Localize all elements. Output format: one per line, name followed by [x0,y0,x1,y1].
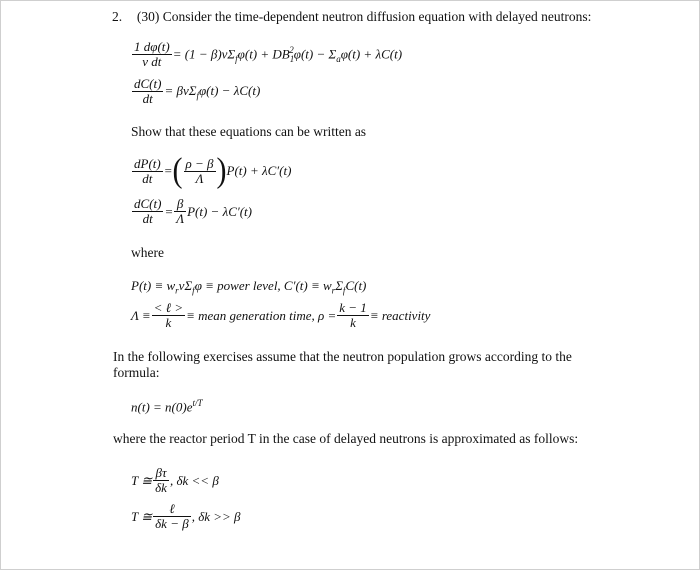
eq1-rhs-sub3: a [336,53,341,64]
eq3-inner-numerator: ρ − β [185,155,214,171]
eq2-fraction [132,77,163,106]
eq2-rhs-part1: = βνΣ [164,82,197,98]
def2-fraction2-denominator: k [350,315,356,330]
eq4-rhs: P(t) − λC′(t) [187,203,252,219]
eq4-denominator: dt [142,211,153,226]
paragraph-growth-line2: formula: [113,365,160,380]
eq3-denominator: dt [142,170,153,186]
eq3-inner-fraction [184,157,216,186]
eq1-denominator: v dt [142,54,162,69]
eq5-text: n(t) = n(0)e [131,399,193,415]
def1-sub-d: f [342,285,346,296]
def1-part-b: νΣ [178,278,193,293]
eq7-fraction [153,502,191,531]
where-text: where [131,245,164,260]
eq4-inner-fraction [174,197,186,226]
equation-period-large [131,502,241,531]
eq4-inner-numerator: β [174,197,186,212]
eq1-fraction [132,40,172,69]
eq1-rhs-sub1: f [235,53,238,64]
eq3-inner-denominator: Λ [195,170,204,186]
eq6-fraction [153,466,169,495]
eq2-numerator: dC(t) [134,76,162,91]
def2-mid: ≡ mean generation time, ρ = [186,307,337,323]
paragraph-period: where the reactor period T in the case of delayed neutrons is approximated as follows: [113,431,579,446]
eq2-rhs-part2: φ(t) − λC(t) [198,82,261,98]
def2-fraction1 [152,301,185,330]
def2-fraction2-numerator: k − 1 [339,300,367,315]
eq1-rhs-sup2: 2 [289,45,294,56]
eq2-rhs [164,83,260,101]
eq2-denominator: dt [142,91,153,106]
def1-part-e: C(t) [345,278,367,293]
problem-statement [112,9,591,25]
def2-lhs: Λ ≡ [131,307,151,323]
paragraph-growth [113,349,572,381]
eq1-rhs-part3: φ(t) − Σ [293,46,337,62]
eq1-numerator: 1 dφ(t) [134,39,170,54]
show-that-text: Show that these equations can be written as [131,124,367,139]
definition-power-level [131,278,366,296]
eq3-right-paren: ) [216,151,227,190]
eq7-numerator: ℓ [153,502,191,517]
def1-part-a: P(t) ≡ w [131,278,176,293]
eq3-rhs: P(t) + λC′(t) [226,163,292,178]
eq7-lhs: T ≅ [131,508,153,524]
eq4-inner-denominator: Λ [176,211,185,226]
eq4-numerator: dC(t) [134,196,162,211]
eq1-rhs-part4: φ(t) + λC(t) [340,46,403,62]
eq6-condition: , δk << β [169,472,219,488]
def1-sub-c: r [331,285,336,296]
eq5-exponent: t/T [192,398,203,408]
equation-flux [131,40,402,69]
eq3-fraction [132,157,163,186]
eq6-denominator: δk [155,480,167,495]
eq1-rhs-sub2: 1 [289,53,295,64]
equation-population [131,398,203,415]
eq1-rhs-part1: = (1 − β)νΣ [172,46,236,62]
equation-power [131,151,292,190]
problem-number: 2. [112,9,123,24]
problem-intro: (30) Consider the time-dependent neutron diffusion equation with delayed neutrons: [136,9,592,24]
def2-fraction1-denominator: k [165,315,172,330]
eq6-numerator: βτ [153,466,169,481]
eq4-fraction [132,197,163,226]
eq4-equals: = [164,203,174,219]
def1-part-d: Σ [335,278,343,293]
eq3-equals: = [163,163,173,178]
definition-generation-time [131,301,430,330]
def2-fraction1-numerator: < ℓ > [153,300,184,315]
eq3-left-paren: ( [172,151,183,190]
def2-end: ≡ reactivity [369,307,431,323]
def2-fraction2 [337,301,369,330]
def1-sub-a: r [175,285,179,296]
eq2-rhs-sub1: f [196,90,199,101]
equation-period-small [131,466,219,495]
eq6-lhs: T ≅ [131,472,153,488]
equation-precursor-reduced [131,197,252,226]
paragraph-growth-line1: In the following exercises assume that the neutron population grows according to the [113,349,572,364]
def1-sub-b: f [192,285,195,296]
equation-precursor [131,77,260,106]
def1-part-c: φ ≡ power level, C′(t) ≡ w [194,278,332,293]
eq1-rhs [173,45,402,64]
eq3-numerator: dP(t) [134,155,161,171]
eq7-condition: , δk >> β [191,508,241,524]
eq1-rhs-part2: φ(t) + DB [237,46,290,62]
eq7-denominator: δk − β [155,516,189,531]
